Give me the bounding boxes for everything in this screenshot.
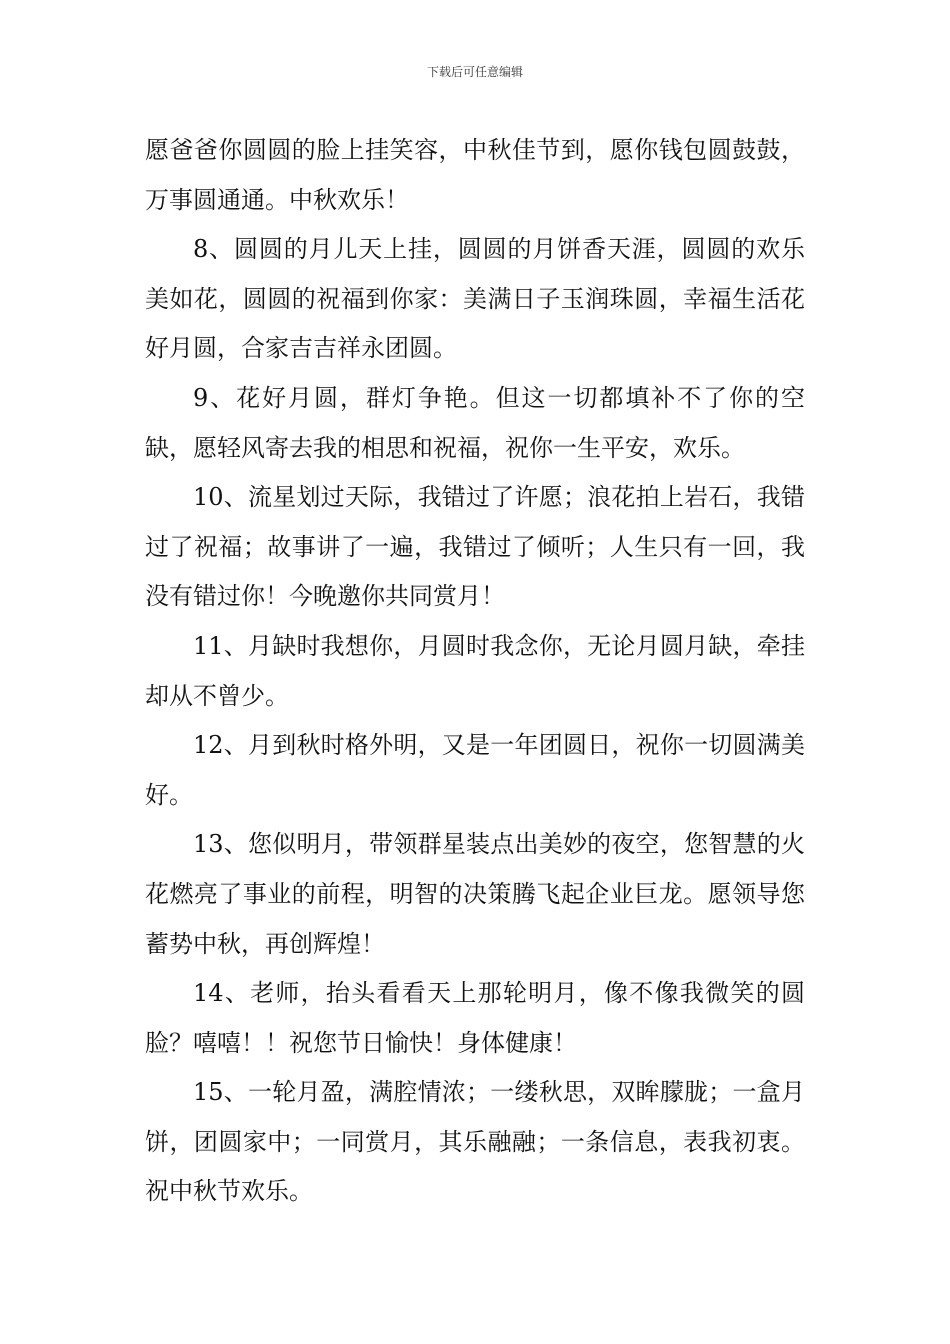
paragraph-11: 11、月缺时我想你，月圆时我念你，无论月圆月缺，牵挂却从不曾少。: [145, 631, 805, 710]
page-header: 下载后可任意编辑: [426, 65, 523, 79]
paragraph-10: 10、流星划过天际，我错过了许愿；浪花拍上岩石，我错过了祝福；故事讲了一遍，我错过了倾听；人生只有一回，我没有错过你！今晚邀你共同赏月！: [145, 483, 805, 611]
paragraph-12: 12、月到秋时格外明，又是一年团圆日，祝你一切圆满美好。: [145, 731, 805, 809]
paragraph-8: 8、圆圆的月儿天上挂，圆圆的月饼香天涯，圆圆的欢乐美如花，圆圆的祝福到你家：美满日子玉润珠圆，幸福生活花好月圆，合家吉吉祥永团圆。: [145, 235, 805, 363]
paragraph-14: 14、老师，抬头看看天上那轮明月，像不像我微笑的圆脸？嘻嘻！！祝您节日愉快！身体健康！: [145, 979, 805, 1057]
paragraph-continuation: 愿爸爸你圆圆的脸上挂笑容，中秋佳节到，愿你钱包圆鼓鼓，万事圆通通。中秋欢乐！: [145, 136, 805, 214]
paragraph-9: 9、花好月圆，群灯争艳。但这一切都填补不了你的空缺，愿轻风寄去我的相思和祝福，祝你一生平安，欢乐。: [145, 383, 805, 462]
paragraph-15: 15、一轮月盈，满腔情浓；一缕秋思，双眸朦胧；一盒月饼，团圆家中；一同赏月，其乐融融；一条信息，表我初衷。祝中秋节欢乐。: [145, 1078, 805, 1206]
document-body: [145, 126, 805, 1217]
paragraph-13: 13、您似明月，带领群星装点出美妙的夜空，您智慧的火花燃亮了事业的前程，明智的决策腾飞起企业巨龙。愿领导您蓄势中秋，再创辉煌！: [145, 830, 805, 958]
